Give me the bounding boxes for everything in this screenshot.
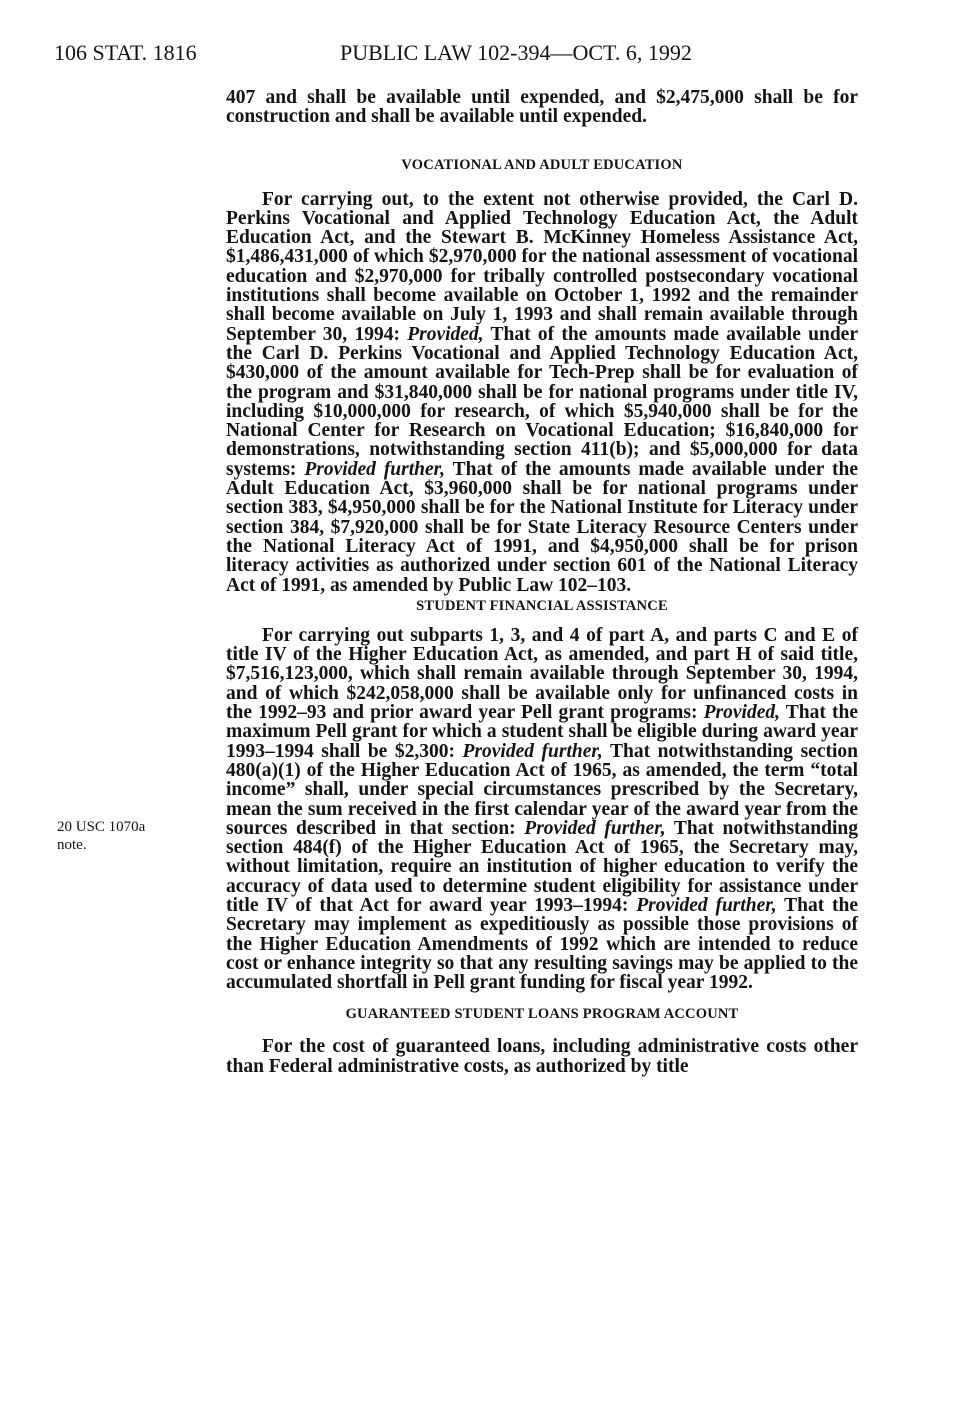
intro-paragraph: 407 and shall be available until expended, and $2,475,000 shall be for construction and shall be available until expended.: [226, 87, 858, 128]
section-heading-gsl: GUARANTEED STUDENT LOANS PROGRAM ACCOUNT: [345, 1006, 739, 1023]
paragraph-vocational: [226, 190, 858, 595]
proviso-italic: Provided further,: [304, 458, 446, 480]
paragraph-student-aid: [226, 626, 858, 993]
text-run: That notwithstanding section 480(a)(1) of the Higher Education Act of 1965, as amended, the term “total income” shall, under special circumstances prescribed by the Secretary, mean the sum received in the first calendar year of the award year from the sources described in that section:: [226, 740, 858, 839]
section-heading-student-aid: STUDENT FINANCIAL ASSISTANCE: [416, 597, 668, 614]
text-run: That notwithstanding section 484(f) of the Higher Education Act of 1965, the Secretary may, without limitation, require an institution of higher education to verify the accuracy of data used to determine student eligibility for assistance under title IV of that Act for award year 1993–1994:: [226, 817, 858, 916]
text-run: That of the amounts made available under the Adult Education Act, $3,960,000 shall be for national programs under section 383, $4,950,000 shall be for the National Institute for Literacy under section 384, $7,920,000 shall be for State Literacy Resource Centers under the National Literacy Act of 1991, and $4,950,000 shall be for prison literacy activities as authorized under section 601 of the National Literacy Act of 1991, as amended by Public Law 102–103.: [226, 458, 859, 596]
running-title: PUBLIC LAW 102-394—OCT. 6, 1992: [340, 40, 692, 65]
text-run: That of the amounts made available under the Carl D. Perkins Vocational and Applied Technology Education Act, $430,000 of the amount available for Tech-Prep shall be for evaluation of the program and $31,840,000 shall be for national programs under title IV, including $10,000,000 for research, of which $5,940,000 shall be for the National Center for Research on Vocational Education; $16,840,000 for demonstrations, notwithstanding section 411(b); and $5,000,000 for data systems:: [226, 323, 858, 480]
statute-page-number: 106 STAT. 1816: [54, 40, 197, 65]
proviso-italic: Provided further,: [524, 817, 666, 839]
proviso-italic: Provided further,: [636, 894, 777, 916]
page-header: [54, 40, 904, 70]
text-run: For carrying out subparts 1, 3, and 4 of part A, and parts C and E of title IV of the Higher Education Act, as amended, and part H of said title, $7,516,123,000, which shall remain available through September 30, 1994, and of which $242,058,000 shall be available only for unfinanced costs in the 1992–93 and prior award year Pell grant programs:: [226, 624, 858, 724]
paragraph-gsl: For the cost of guaranteed loans, including administrative costs other than Federal administrative costs, as authorized by title: [226, 1036, 858, 1077]
text-run: That the Secretary may implement as expeditiously as possible those provisions of the Higher Education Amendments of 1992 which are intended to reduce cost or enhance integrity so that any resulting savings may be applied to the accumulated shortfall in Pell grant funding for fiscal year 1992.: [226, 894, 858, 994]
margin-note-suffix: note.: [57, 837, 87, 853]
text-run: That the maximum Pell grant for which a student shall be eligible during award year 1993–1994 shall be $2,300:: [226, 702, 858, 762]
section-heading-vocational: VOCATIONAL AND ADULT EDUCATION: [401, 156, 683, 173]
text-run: For carrying out, to the extent not otherwise provided, the Carl D. Perkins Vocational and Applied Technology Education Act, the Adult Education Act, and the Stewart B. McKinney Homeless Assistance Act, $1,486,431,000 of which $2,970,000 for the national assessment of vocational education and $2,970,000 for tribally controlled postsecondary vocational institutions shall become available on October 1, 1992 and the remainder shall become available on July 1, 1993 and shall remain available through September 30, 1994:: [226, 188, 858, 345]
proviso-italic: Provided,: [703, 702, 780, 724]
proviso-italic: Provided,: [407, 323, 484, 345]
body-text: [226, 88, 858, 1076]
proviso-italic: Provided further,: [462, 740, 603, 762]
margin-note-citation: 20 USC 1070a: [57, 819, 146, 835]
margin-note: [57, 818, 207, 854]
